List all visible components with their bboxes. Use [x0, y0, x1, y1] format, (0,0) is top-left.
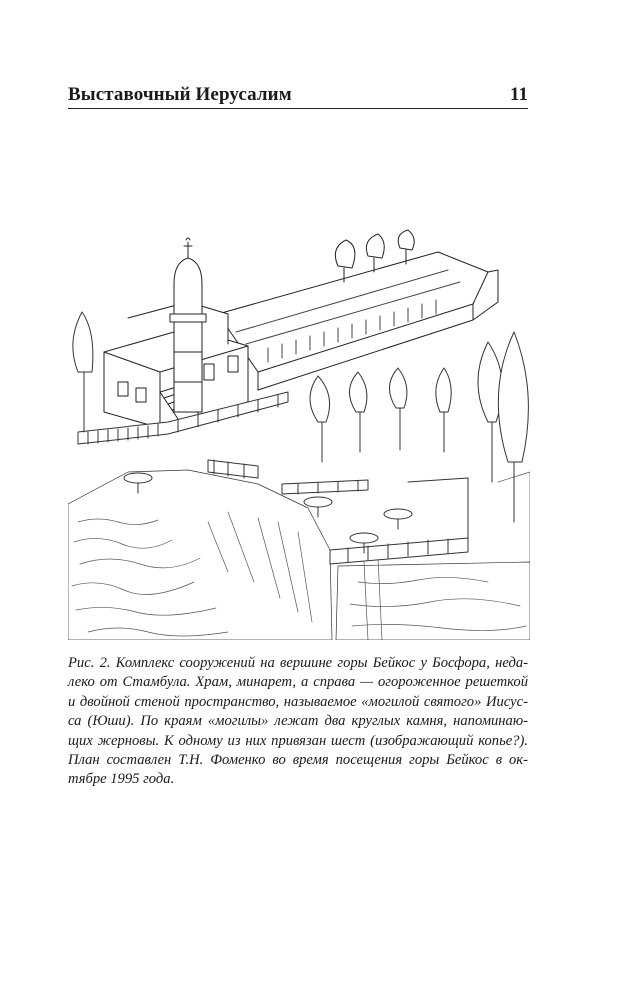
- running-header: [68, 84, 528, 108]
- caption-line: леко от Стамбула. Храм, минарет, а справа — огороженное решеткой: [68, 674, 528, 691]
- caption-line: са (Юши). По краям «могилы» лежат два круглых камня, напоминаю-: [68, 713, 528, 730]
- tables-and-chairs: [124, 460, 412, 553]
- caption-line: щих жерновы. К одному из них привязан шест (изображающий копье?).: [68, 732, 528, 749]
- caption-line: Рис. 2. Комплекс сооружений на вершине горы Бейкос у Босфора, неда-: [68, 655, 528, 671]
- figure-caption: [68, 654, 528, 790]
- minaret: [170, 238, 206, 412]
- header-rule: [68, 108, 528, 109]
- caption-line: План составлен Т.Н. Фоменко во время посещения горы Бейкос в ок-: [68, 752, 528, 769]
- running-title: Выставочный Иерусалим: [68, 84, 292, 105]
- caption-line: тябре 1995 года.: [68, 771, 175, 788]
- page-number: 11: [510, 84, 528, 105]
- figure-drawing: [68, 222, 530, 640]
- grave-enclosure: [218, 230, 498, 390]
- caption-line: и двойной стеной пространство, называемое «могилой святого» Иисус-: [68, 693, 528, 710]
- hillside-hatching: [68, 470, 530, 640]
